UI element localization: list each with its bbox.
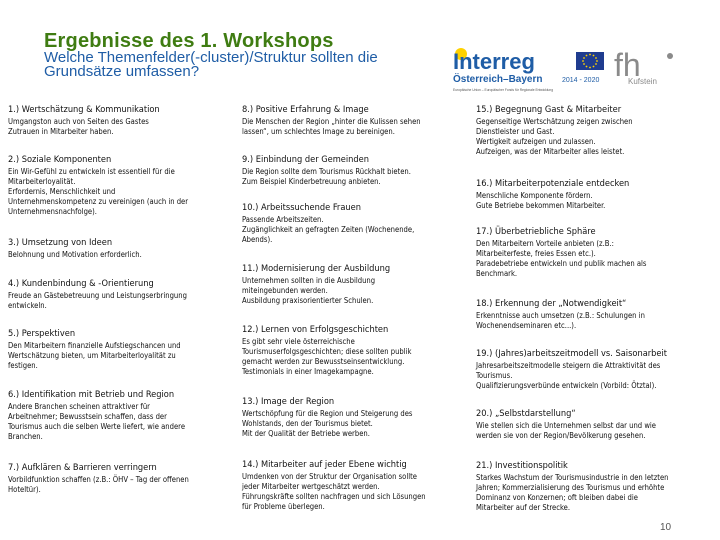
topic-description (8, 402, 236, 442)
topic-description (242, 472, 470, 512)
topic-description (242, 337, 470, 377)
topic-heading: 10.) Arbeitssuchende Frauen (242, 202, 361, 213)
topic-item (242, 263, 470, 306)
topic-description (476, 473, 712, 513)
topic-line: Jahresarbeitszeitmodelle steigern die Attraktivität des (476, 361, 661, 370)
topic-description (8, 250, 236, 260)
topic-description (476, 239, 712, 279)
topic-line: jeder Mitarbeiter wertgeschätzt werden. (242, 482, 380, 491)
topic-line: Arbeitnehmer; Bewusstsein schaffen, dass der (8, 412, 167, 421)
topic-line: Aufzeigen, was der Mitarbeiter alles leistet. (476, 147, 625, 156)
topic-item (476, 348, 712, 391)
topic-item (242, 396, 470, 439)
topic-line: Gute Betriebe bekommen Mitarbeiter. (476, 201, 606, 210)
topic-line: Benchmark. (476, 269, 518, 278)
topic-line: Andere Branchen scheinen attraktiver für (8, 402, 150, 411)
topic-line: Branchen. (8, 432, 43, 441)
fh-place: Kufstein (628, 77, 657, 86)
topic-line: Unternehmen sollten in die Ausbildung (242, 276, 376, 285)
topic-line: miteingebunden werden. (242, 286, 328, 295)
topic-line: Gegenseitige Wertschätzung zeigen zwischen (476, 117, 633, 126)
topic-heading: 7.) Aufklären & Barrieren verringern (8, 462, 157, 473)
topic-heading: 11.) Modernisierung der Ausbildung (242, 263, 391, 274)
topic-line: Umgangston auch von Seiten des Gastes (8, 117, 149, 126)
topic-description (8, 167, 236, 217)
topic-heading: 9.) Einbindung der Gemeinden (242, 154, 369, 165)
topic-line: lassen“, um schlechtes Image zu bereinigen. (242, 127, 395, 136)
topic-item (8, 278, 236, 311)
topic-item (242, 324, 470, 377)
topic-line: Unternehmenskompetenz zu vereinigen (auch in der (8, 197, 189, 206)
topic-heading: 15.) Begegnung Gast & Mitarbeiter (476, 104, 622, 115)
topic-line: Den Mitarbeitern finanzielle Aufstiegschancen und (8, 341, 181, 350)
topic-item (242, 459, 470, 512)
topic-description (476, 421, 712, 441)
topic-line: Tourismuserfolgsgeschichten; diese sollten publik (242, 347, 412, 356)
topic-item (476, 408, 712, 441)
topic-line: Den Mitarbeitern Vorteile anbieten (z.B.: (476, 239, 614, 248)
topic-heading: 2.) Soziale Komponenten (8, 154, 112, 165)
topic-heading: 16.) Mitarbeiterpotenziale entdecken (476, 178, 630, 189)
page-number: 10 (660, 522, 672, 533)
topic-line: Wertigkeit aufzeigen und zulassen. (476, 137, 596, 146)
topic-line: Zutrauen in Mitarbeiter haben. (8, 127, 114, 136)
topic-line: Dienstleister und Gast. (476, 127, 555, 136)
interreg-logo (450, 44, 610, 96)
topic-description (242, 276, 470, 306)
topic-description (242, 167, 470, 187)
topic-line: festigen. (8, 361, 38, 370)
topic-line: gemacht werden zur Bewusstseinsentwicklung. (242, 357, 405, 366)
topic-line: Zugänglichkeit an gefragten Zeiten (Wochenende, (242, 225, 415, 234)
topic-item (8, 154, 236, 217)
topic-description (8, 341, 236, 371)
topic-line: Mit der Qualität der Betriebe werben. (242, 429, 370, 438)
topic-line: Paradebetriebe entwickeln und publik machen als (476, 259, 647, 268)
topic-line: Wertschöpfung für die Region und Steigerung des (242, 409, 413, 418)
topic-line: Zum Beispiel Kinderbetreuung anbieten. (242, 177, 381, 186)
interreg-years: 2014 - 2020 (562, 77, 600, 84)
topic-line: Dominanz von Konzernen; oft bleiben dabei die (476, 493, 638, 502)
topic-item (476, 226, 712, 279)
topic-heading: 12.) Lernen von Erfolgsgeschichten (242, 324, 389, 335)
topic-item (242, 104, 470, 137)
topic-line: Führungskräfte sollten nachfragen und sich Lösungen (242, 492, 426, 501)
topic-line: Jahren; Kommerzialisierung des Tourismus und erhöhte (476, 483, 665, 492)
topic-description (476, 361, 712, 391)
topic-line: Menschliche Komponente fördern. (476, 191, 593, 200)
topic-heading: 17.) Überbetriebliche Sphäre (476, 226, 596, 237)
topic-description (8, 117, 236, 137)
topic-line: für Probleme überlegen. (242, 502, 325, 511)
topic-heading: 20.) „Selbstdarstellung“ (476, 408, 576, 419)
topic-item (476, 104, 712, 157)
topic-line: Ausbildung praxisorientierter Schulen. (242, 296, 374, 305)
topic-description (8, 291, 236, 311)
topic-heading: 6.) Identifikation mit Betrieb und Region (8, 389, 175, 400)
topic-line: Umdenken von der Struktur der Organisation sollte (242, 472, 417, 481)
topic-description (242, 409, 470, 439)
topic-line: Tourismus. (476, 371, 513, 380)
topic-line: Qualifizierungsverbünde entwickeln (Vorbild: Ötztal). (476, 381, 657, 390)
interreg-tagline: Europäische Union – Europäischer Fonds für Regionale Entwicklung (453, 88, 554, 92)
topic-item (242, 154, 470, 187)
topic-line: Die Menschen der Region „hinter die Kulissen sehen (242, 117, 421, 126)
topic-item (242, 202, 470, 245)
topic-heading: 14.) Mitarbeiter auf jeder Ebene wichtig (242, 459, 407, 470)
topic-heading: 1.) Wertschätzung & Kommunikation (8, 104, 160, 115)
topic-line: Freude an Gästebetreuung und Leistungserbringung (8, 291, 187, 300)
topic-item (8, 389, 236, 442)
topic-line: Starkes Wachstum der Tourismusindustrie in den letzten (476, 473, 669, 482)
interreg-region: Österreich–Bayern (453, 74, 543, 85)
topic-line: Wochenendseminaren etc...). (476, 321, 577, 330)
topic-description (476, 191, 712, 211)
topic-heading: 13.) Image der Region (242, 396, 335, 407)
topic-line: Passende Arbeitszeiten. (242, 215, 324, 224)
topic-heading: 5.) Perspektiven (8, 328, 76, 339)
topic-item (476, 178, 712, 211)
topic-description (8, 475, 236, 495)
topic-item (8, 237, 236, 260)
topic-line: Erkenntnisse auch umsetzen (z.B.: Schulungen in (476, 311, 645, 320)
fh-name: fh (614, 47, 641, 83)
topic-line: Wohlstands, den der Tourismus bietet. (242, 419, 373, 428)
page-subtitle: Welche Themenfelder(-cluster)/Struktur sollten die Grundsätze umfassen? (44, 49, 378, 80)
topic-description (476, 311, 712, 331)
topic-item (8, 104, 236, 137)
topic-line: Erfordernis, Menschlichkeit und (8, 187, 116, 196)
interreg-name: Interreg (453, 49, 535, 74)
page-title: Ergebnisse des 1. Workshops (44, 30, 334, 52)
topic-line: werden sie von der Region/Bevölkerung gesehen. (476, 431, 646, 440)
topic-item (8, 462, 236, 495)
topic-heading: 4.) Kundenbindung & -Orientierung (8, 278, 154, 289)
topic-heading: 8.) Positive Erfahrung & Image (242, 104, 369, 115)
topic-line: Es gibt sehr viele österreichische (242, 337, 355, 346)
topic-line: Mitarbeiterloyalität. (8, 177, 76, 186)
topic-line: Wertschätzung bieten, um Mitarbeiterloyalität zu (8, 351, 176, 360)
fh-logo (612, 44, 692, 96)
topic-description (242, 215, 470, 245)
topic-line: Vorbildfunktion schaffen (z.B.: ÖHV – Tag der offenen (8, 475, 189, 484)
topic-line: entwickeln. (8, 301, 47, 310)
topic-description (476, 117, 712, 157)
topic-line: Abends). (242, 235, 273, 244)
topic-heading: 19.) (Jahres)arbeitszeitmodell vs. Saisonarbeit (476, 348, 668, 359)
topic-heading: 3.) Umsetzung von Ideen (8, 237, 113, 248)
topic-line: Wie stellen sich die Unternehmen selbst dar und wie (476, 421, 657, 430)
topic-line: Mitarbeiter auf der Strecke. (476, 503, 571, 512)
topic-line: Belohnung und Motivation erforderlich. (8, 250, 142, 259)
topic-line: Unternehmensnachfolge). (8, 207, 97, 216)
topic-line: Hoteltür). (8, 485, 41, 494)
topic-line: Mitarbeiterfeste, freies Essen etc.). (476, 249, 596, 258)
topic-item (8, 328, 236, 371)
topic-description (242, 117, 470, 137)
topic-item (476, 460, 712, 513)
topic-item (476, 298, 712, 331)
topic-heading: 21.) Investitionspolitik (476, 460, 568, 471)
topic-heading: 18.) Erkennung der „Notwendigkeit“ (476, 298, 627, 309)
topic-line: Ein Wir-Gefühl zu entwickeln ist essentiell für die (8, 167, 175, 176)
topic-line: Tourismus auch die selben Werte liefert, wie andere (8, 422, 186, 431)
topic-line: Testimonials in einer Imagekampagne. (242, 367, 374, 376)
topic-line: Die Region sollte dem Tourismus Rückhalt bieten. (242, 167, 411, 176)
